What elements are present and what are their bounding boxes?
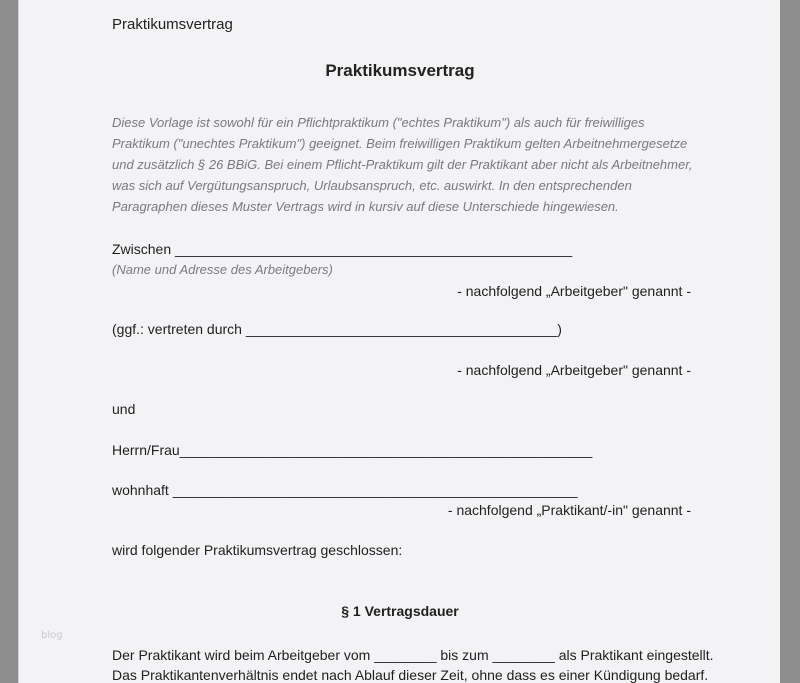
and-word: und — [112, 401, 136, 417]
employer-named-1: - nachfolgend „Arbeitgeber" genannt - — [457, 283, 691, 299]
intro-line: Diese Vorlage ist sowohl für ein Pflichtpraktikum ("echtes Praktikum") als auch für freiwilliges — [112, 115, 645, 130]
intro-line: und zusätzlich § 26 BBiG. Bei einem Pflicht-Praktikum gilt der Praktikant aber nicht als Arbeitnehmer, — [112, 157, 693, 172]
intro-line: was sich auf Vergütungsanspruch, Urlaubsanspruch, etc. auswirkt. In den entsprechenden — [112, 178, 632, 193]
intro-note — [112, 112, 712, 217]
section-1-title: § 1 Vertragsdauer — [341, 603, 459, 619]
document-title: Praktikumsvertrag — [325, 61, 475, 80]
section-1-line: Der Praktikant wird beim Arbeitgeber vom ________ bis zum ________ als Praktikant eingestellt. — [112, 647, 714, 663]
left-background — [0, 0, 18, 683]
intro-line: Paragraphen dieses Muster Vertrags wird in kursiv auf diese Unterschiede hingewiesen. — [112, 199, 619, 214]
residence-field: wohnhaft ____________________________________________________ — [112, 482, 578, 498]
concluded-line: wird folgender Praktikumsvertrag geschlossen: — [112, 542, 403, 558]
page-header-title: Praktikumsvertrag — [112, 16, 233, 33]
document-page — [18, 0, 782, 683]
intro-line: Praktikum ("unechtes Praktikum") geeignet. Beim freiwilligen Praktikum gelten Arbeitnehmergesetze — [112, 136, 688, 151]
watermark: blog — [41, 630, 63, 641]
between-field: Zwischen ___________________________________________________ — [112, 241, 573, 257]
intern-name-field: Herrn/Frau_____________________________________________________ — [112, 442, 593, 458]
represented-by-field: (ggf.: vertreten durch ________________________________________) — [112, 321, 562, 337]
intern-named: - nachfolgend „Praktikant/-in" genannt - — [447, 502, 691, 518]
right-background — [780, 0, 800, 683]
section-1-line: Das Praktikantenverhältnis endet nach Ablauf dieser Zeit, ohne dass es einer Kündigung bedarf. — [112, 667, 709, 683]
employer-named-2: - nachfolgend „Arbeitgeber" genannt - — [457, 362, 691, 378]
employer-hint: (Name und Adresse des Arbeitgebers) — [112, 262, 333, 277]
